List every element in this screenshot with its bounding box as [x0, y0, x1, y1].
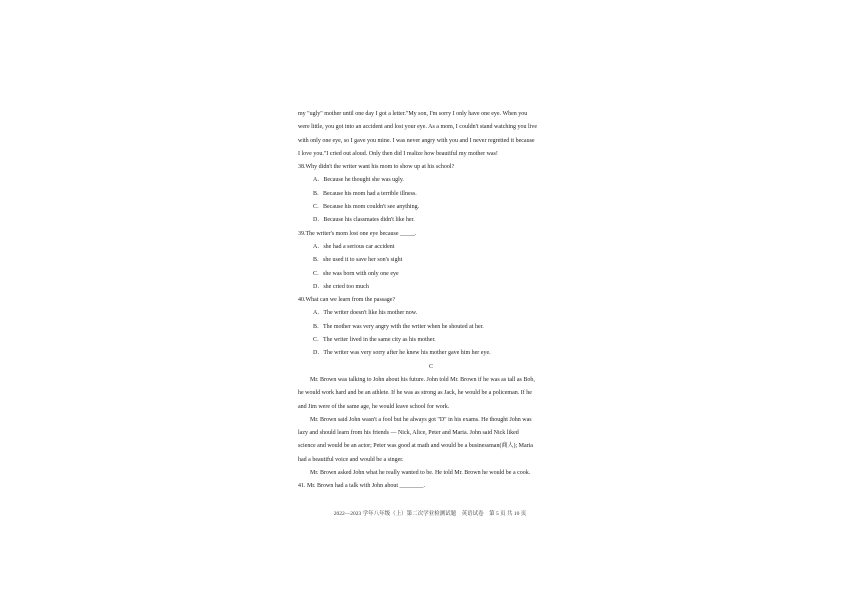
- question-41-stem: 41. Mr. Brown had a talk with John about ________.: [298, 483, 425, 490]
- answer-option: C．The writer lived in the same city as his mother.: [313, 337, 436, 344]
- page-content: [298, 108, 564, 494]
- answer-option: D．she cried too much: [313, 283, 369, 290]
- page-footer: 2022—2023 学年八年级（上）第二次学业检测试题 英语试卷 第 5 页 共 10 页: [333, 511, 527, 517]
- answer-option: A．The writer doesn't like his mother now.: [313, 310, 418, 317]
- question-stem: 38.Why didn't the writer want his mom to show up at his school?: [298, 164, 455, 171]
- question-40: [298, 294, 564, 360]
- passage-c: [298, 374, 564, 480]
- answer-option: D．The writer was very sorry after he knew his mother gave him her eye.: [313, 350, 491, 357]
- question-38: [298, 161, 564, 227]
- passage-line: lazy and should learn from his friends — Nick, Alice, Peter and Maria. John said Nick liked: [298, 430, 519, 437]
- passage-line: he would work hard and be an athlete. If he was as strong as Jack, he would be a policeman. If he: [298, 390, 532, 397]
- answer-option: C．she was born with only one eye: [313, 270, 399, 277]
- section-heading: C: [428, 363, 433, 370]
- passage-line: Mr. Brown said John wasn't a fool but he always got "D" in his exams. He thought John was: [310, 416, 532, 423]
- answer-option: B．she used it to save her son's sight: [313, 257, 403, 264]
- passage-line: Mr. Brown asked John what he really wanted to be. He told Mr. Brown he would be a cook.: [310, 470, 531, 477]
- passage-line: were little, you got into an accident and lost your eye. As a mom, I couldn't stand watching you live: [298, 124, 538, 131]
- passage-line: and Jim were of the same age, he would leave school for work.: [298, 403, 450, 410]
- passage-line: had a beautiful voice and would be a singer.: [298, 456, 404, 463]
- passage-line: I love you."I cried out aloud. Only then did I realize how beautiful my mother was!: [298, 150, 498, 157]
- answer-option: C．Because his mom couldn't see anything.: [313, 204, 420, 211]
- question-stem: 39.The writer's mom lost one eye because _____.: [298, 230, 417, 237]
- question-stem: 40.What can we learn from the passage?: [298, 297, 396, 304]
- answer-option: A．she had a serious car accident: [313, 243, 395, 250]
- passage-b-ending: [298, 108, 564, 161]
- passage-line: with only one eye, so I gave you mine. I was never angry with you and I never regretted it because: [298, 137, 535, 144]
- answer-option: A．Because he thought she was ugly.: [313, 177, 404, 184]
- answer-option: B．Because his mom had a terrible illness.: [313, 190, 417, 197]
- answer-option: B．The mother was very angry with the writer when he shouted at her.: [313, 323, 484, 330]
- answer-option: D．Because his classmates didn't like her.: [313, 217, 415, 224]
- passage-line: Mr. Brown was talking to John about his future. John told Mr. Brown if he was as tall as Bob,: [310, 376, 535, 383]
- question-39: [298, 228, 564, 294]
- passage-line: my "ugly" mother until one day I got a letter."My son, I'm sorry I only have one eye. When you: [298, 111, 528, 117]
- passage-line: science and would be an actor; Peter was good at math and would be a businessman(商人); Maria: [298, 443, 533, 450]
